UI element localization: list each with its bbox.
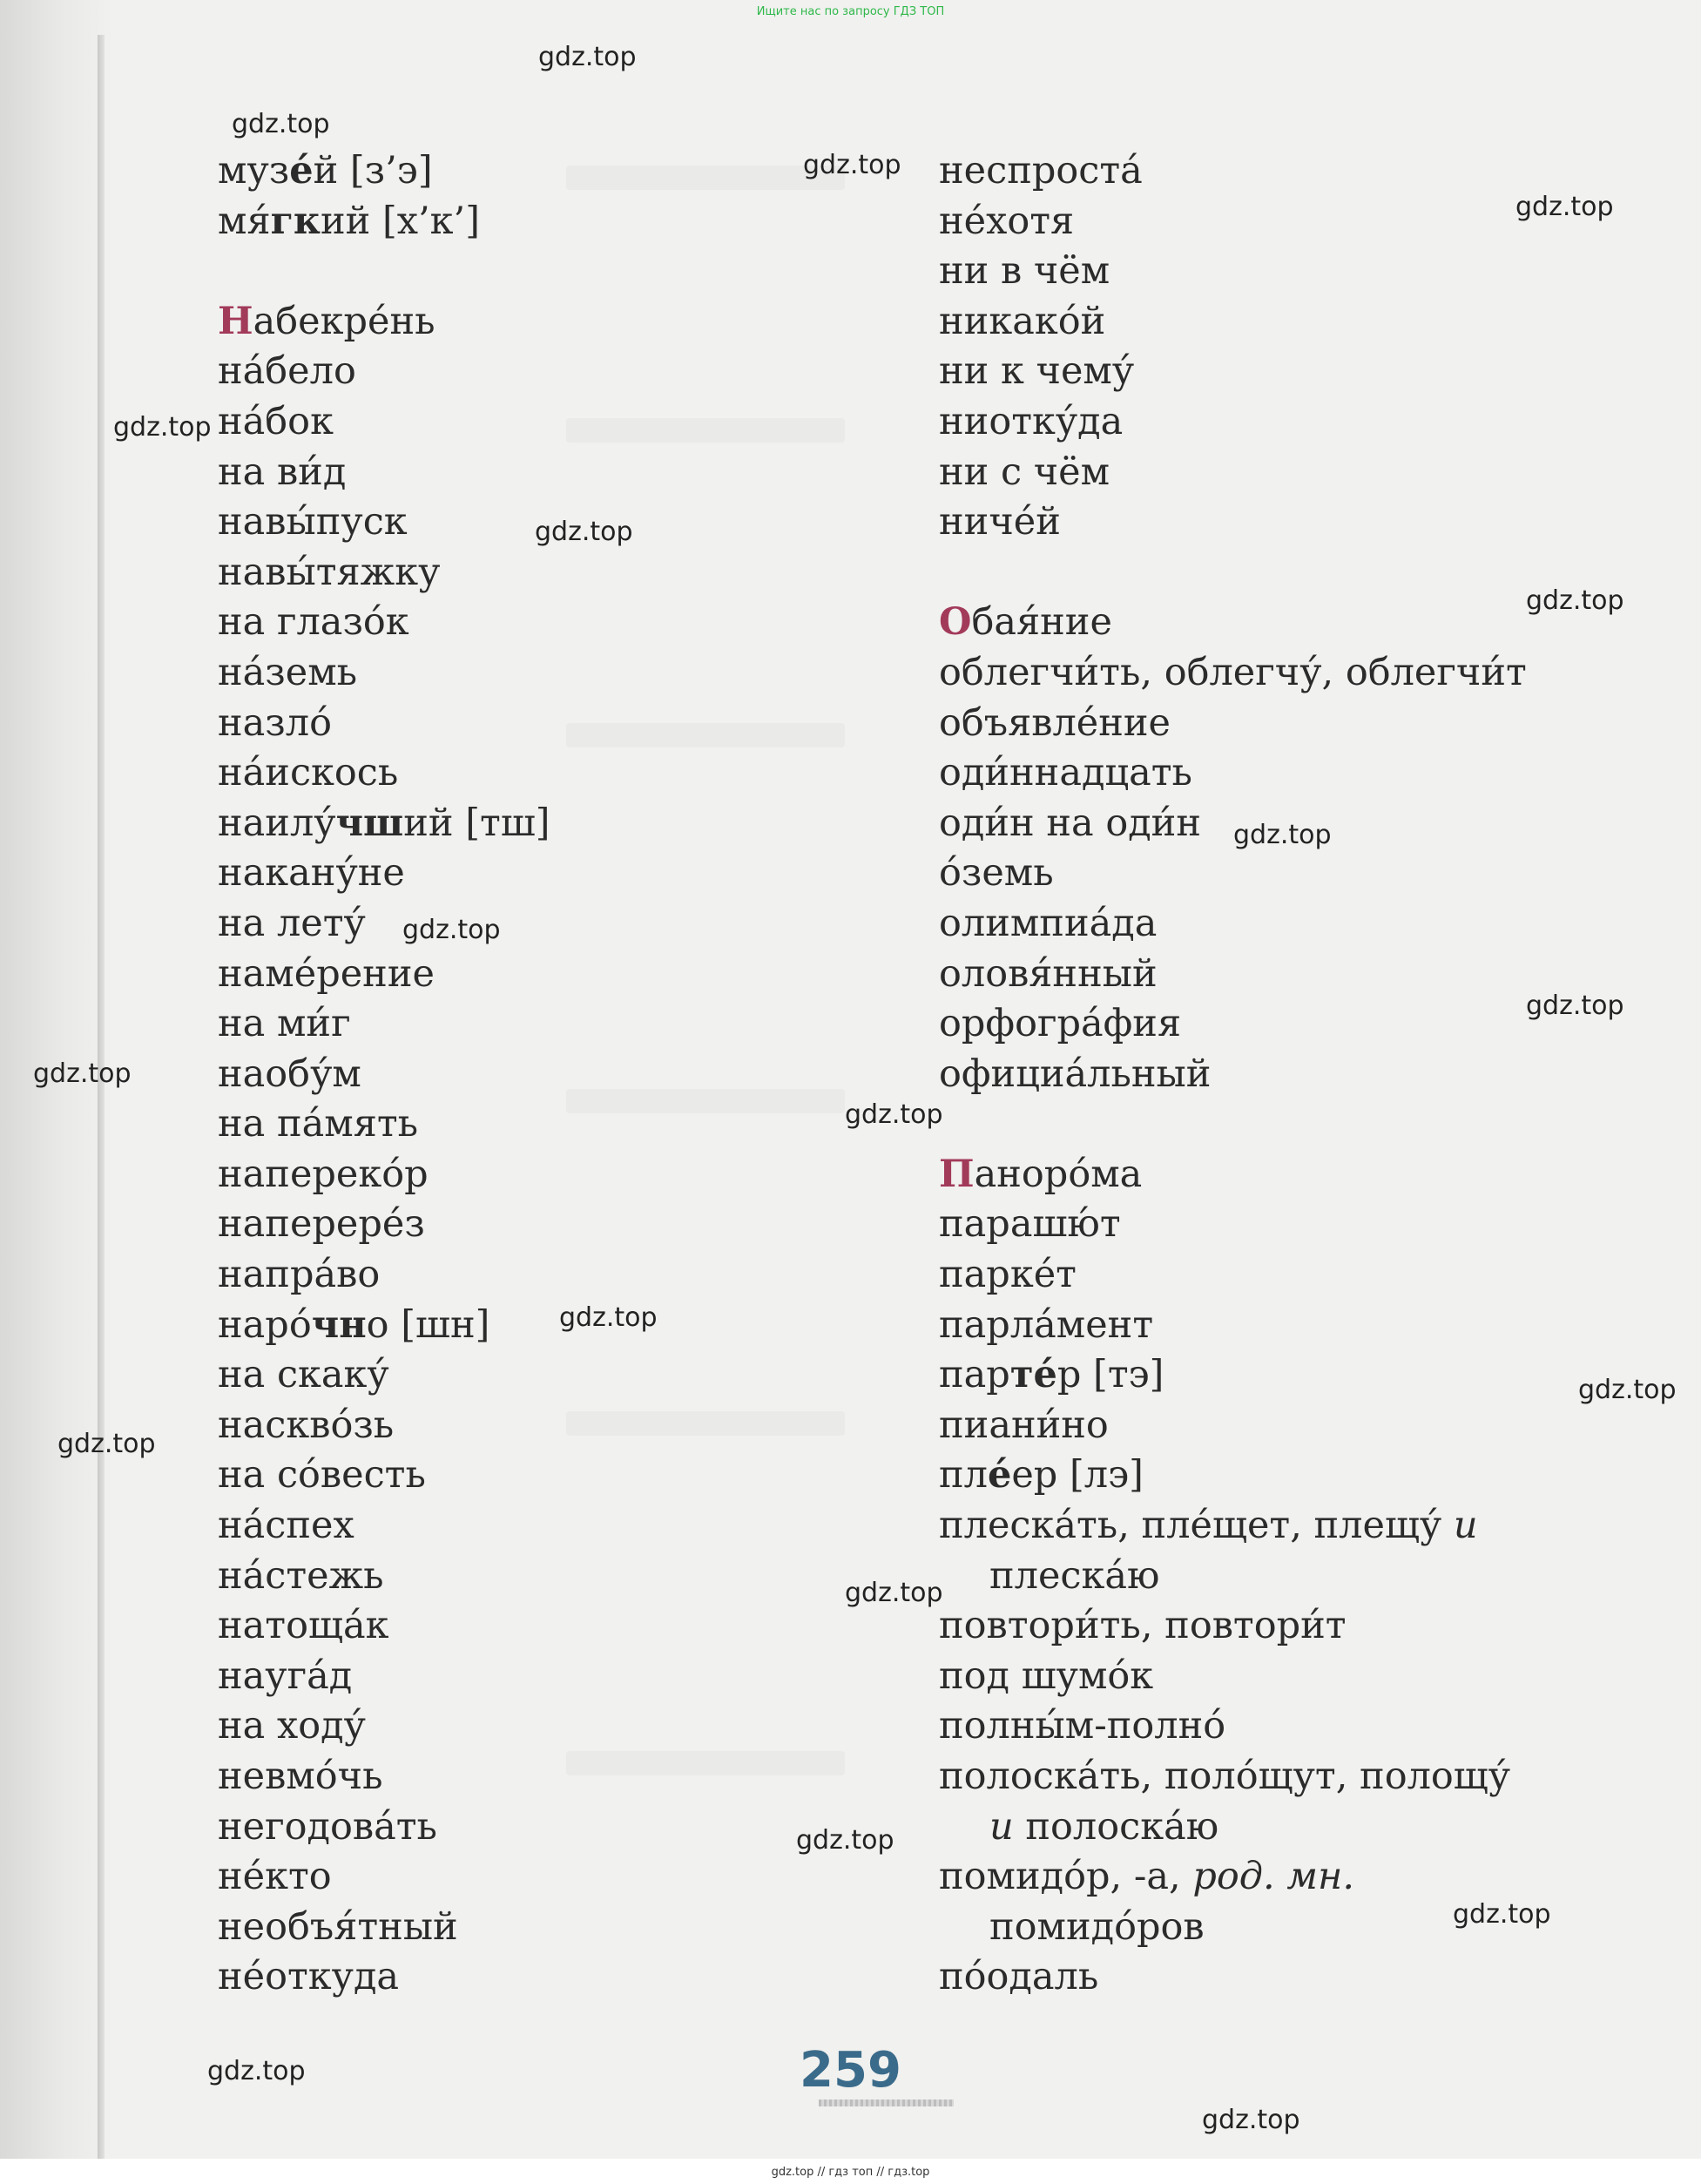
dictionary-entry xyxy=(218,1852,550,1903)
entry-text: на па́мять xyxy=(218,1102,419,1146)
entry-text: науга́д xyxy=(218,1653,353,1698)
entry-text: пл xyxy=(939,1453,988,1498)
entry-text: олимпиа́да xyxy=(939,901,1158,945)
entry-text: полны́м-полнó xyxy=(939,1704,1226,1748)
watermark-text: gdz.top xyxy=(113,412,212,443)
entry-text: наме́рение xyxy=(218,951,435,996)
bleed-through-text xyxy=(566,418,845,443)
entry-text: пóодаль xyxy=(939,1955,1099,1999)
entry-text: пар xyxy=(939,1353,1010,1397)
entry-text: орфогра́фия xyxy=(939,1002,1182,1046)
dictionary-entry xyxy=(939,347,1527,397)
entry-text: навы́тяжку xyxy=(218,550,441,594)
watermark-text: gdz.top xyxy=(1515,192,1614,222)
dictionary-entry xyxy=(218,699,550,749)
dictionary-entry xyxy=(939,999,1527,1050)
dictionary-entry xyxy=(218,1450,550,1501)
dictionary-entry xyxy=(218,799,550,849)
entry-text: те́ xyxy=(1009,1353,1057,1397)
dictionary-entry xyxy=(939,1301,1527,1351)
watermark-text: gdz.top xyxy=(402,915,501,945)
entry-text: на́спех xyxy=(218,1504,354,1548)
dictionary-entry xyxy=(939,598,1527,648)
dictionary-entry xyxy=(939,899,1527,950)
entry-text: назло́ xyxy=(218,700,332,745)
bleed-through-text xyxy=(566,723,845,747)
entry-text: накану́не xyxy=(218,851,405,896)
dictionary-entry xyxy=(939,197,1527,247)
dictionary-entry xyxy=(218,1802,550,1853)
watermark-text: gdz.top xyxy=(796,1825,894,1856)
dictionary-entry xyxy=(939,1601,1527,1652)
dictionary-column-right xyxy=(939,146,1527,2003)
dictionary-entry xyxy=(218,497,550,548)
entry-text: ниче́й xyxy=(939,500,1061,544)
dictionary-entry xyxy=(218,648,550,699)
section-gap xyxy=(218,247,550,297)
dictionary-entry xyxy=(218,397,550,448)
dictionary-entry xyxy=(939,1852,1527,1903)
entry-text: на́бело xyxy=(218,349,356,394)
watermark-text: gdz.top xyxy=(57,1429,156,1459)
entry-text: повтори́ть, повтори́т xyxy=(939,1604,1347,1648)
entry-text: чш xyxy=(335,801,404,845)
dictionary-entry xyxy=(218,1701,550,1752)
entry-text: на́искось xyxy=(218,751,399,795)
entry-text: е́ xyxy=(289,149,314,193)
entry-text: чн xyxy=(311,1302,367,1347)
dictionary-entry xyxy=(939,648,1527,699)
dictionary-entry xyxy=(218,448,550,498)
dictionary-entry xyxy=(218,1301,550,1351)
dictionary-entry xyxy=(218,1050,550,1100)
header-search-note: Ищите нас по запросу ГДЗ ТОП xyxy=(756,5,945,18)
dictionary-entry xyxy=(939,448,1527,498)
dictionary-entry xyxy=(218,548,550,598)
entry-text: гк xyxy=(270,199,321,243)
dictionary-entry xyxy=(939,849,1527,899)
entry-text: под шумóк xyxy=(939,1653,1154,1698)
entry-text: парла́мент xyxy=(939,1302,1154,1347)
entry-text: о [шн] xyxy=(366,1302,490,1347)
entry-text: на́земь xyxy=(218,650,358,694)
dictionary-entry xyxy=(939,950,1527,1000)
page-number-underline xyxy=(819,2099,954,2106)
dictionary-column-left xyxy=(218,146,550,2003)
entry-text: на лету́ xyxy=(218,901,366,945)
dictionary-entry xyxy=(939,1401,1527,1451)
entry-text: ни в чём xyxy=(939,249,1110,294)
watermark-text: gdz.top xyxy=(1202,2105,1300,2135)
dictionary-entry xyxy=(218,1552,550,1602)
dictionary-entry xyxy=(939,1200,1527,1250)
dictionary-entry xyxy=(218,598,550,648)
page-number: 259 xyxy=(800,2042,901,2099)
book-spine-line xyxy=(98,35,105,2160)
dictionary-entry xyxy=(939,1652,1527,1702)
dictionary-entry xyxy=(939,1450,1527,1501)
dictionary-entry xyxy=(939,497,1527,548)
section-gap xyxy=(939,1099,1527,1150)
entry-text: оди́н на оди́н xyxy=(939,801,1201,845)
entry-text: не́кто xyxy=(218,1855,332,1899)
entry-text: невмóчь xyxy=(218,1755,383,1798)
watermark-text: gdz.top xyxy=(845,1099,943,1130)
dictionary-entry xyxy=(939,1552,1527,1602)
entry-text: наперекóр xyxy=(218,1152,429,1196)
entry-text: облегчи́ть, облегчу́, облегчи́т xyxy=(939,650,1527,694)
entry-text: наобу́м xyxy=(218,1051,361,1096)
entry-text: муз xyxy=(218,149,290,193)
dictionary-entry xyxy=(218,1200,550,1250)
entry-text: ни с чём xyxy=(939,450,1110,494)
entry-text: на глазо́к xyxy=(218,600,409,645)
watermark-text: gdz.top xyxy=(1526,991,1624,1021)
entry-text: ий [х’к’] xyxy=(320,199,480,243)
entry-text: ий [тш] xyxy=(403,801,550,845)
section-letter: П xyxy=(939,1152,975,1196)
dictionary-entry xyxy=(218,1903,550,1953)
dictionary-entry xyxy=(218,1350,550,1401)
watermark-text: gdz.top xyxy=(535,517,633,547)
entry-text: наперере́з xyxy=(218,1202,425,1247)
entry-text: парке́т xyxy=(939,1253,1077,1297)
watermark-text: gdz.top xyxy=(803,150,901,180)
entry-text: оловя́нный xyxy=(939,951,1158,996)
bleed-through-text xyxy=(566,1411,845,1436)
entry-text: насквóзь xyxy=(218,1403,395,1447)
entry-text: на ходу́ xyxy=(218,1704,366,1748)
entry-text: полоска́ть, полóщут, полощу́ xyxy=(939,1755,1511,1798)
entry-text: и xyxy=(989,1804,1014,1849)
dictionary-entry xyxy=(218,1601,550,1652)
dictionary-entry xyxy=(939,699,1527,749)
entry-text: помидóр, -а, xyxy=(939,1855,1193,1899)
watermark-text: gdz.top xyxy=(33,1058,132,1089)
dictionary-entry xyxy=(218,1250,550,1301)
dictionary-entry xyxy=(939,1952,1527,2003)
dictionary-entry xyxy=(939,1501,1527,1552)
dictionary-entry xyxy=(939,247,1527,297)
entry-text: наилу́ xyxy=(218,801,336,845)
entry-text: аноро́ма xyxy=(974,1152,1143,1196)
entry-text: на́стежь xyxy=(218,1553,384,1598)
footer-note: gdz.top // гдз топ // гдз.top xyxy=(771,2166,930,2179)
dictionary-entry xyxy=(218,1501,550,1552)
section-letter: Н xyxy=(218,299,253,343)
entry-text: не́откуда xyxy=(218,1955,400,1999)
entry-text: на сóвесть xyxy=(218,1453,426,1498)
dictionary-entry xyxy=(939,146,1527,197)
entry-text: е́ xyxy=(987,1453,1012,1498)
dictionary-entry xyxy=(218,999,550,1050)
entry-text: ниотку́да xyxy=(939,399,1124,443)
entry-text: на скаку́ xyxy=(218,1353,389,1397)
dictionary-entry xyxy=(939,1350,1527,1401)
entry-text: на́бок xyxy=(218,399,334,443)
entry-text: ни к чему́ xyxy=(939,349,1135,394)
entry-text: объявле́ние xyxy=(939,700,1171,745)
dictionary-entry xyxy=(218,297,550,348)
watermark-text: gdz.top xyxy=(232,109,330,139)
dictionary-entry xyxy=(218,197,550,247)
entry-text: неспроста́ xyxy=(939,149,1143,193)
entry-text: не́хотя xyxy=(939,199,1075,243)
dictionary-entry xyxy=(218,950,550,1000)
dictionary-entry xyxy=(218,146,550,197)
entry-text: плеска́ть, пле́щет, плещу́ xyxy=(939,1504,1454,1548)
entry-text: р [тэ] xyxy=(1056,1353,1164,1397)
dictionary-entry xyxy=(939,1050,1527,1100)
entry-text: абекре́нь xyxy=(253,299,435,343)
entry-text: помидóров xyxy=(989,1904,1205,1949)
watermark-text: gdz.top xyxy=(1453,1899,1551,1930)
watermark-text: gdz.top xyxy=(1233,820,1332,850)
dictionary-entry xyxy=(939,1250,1527,1301)
bleed-through-text xyxy=(566,1089,845,1113)
watermark-text: gdz.top xyxy=(207,2056,306,2086)
entry-text: полоска́ю xyxy=(1013,1804,1219,1849)
entry-text: ер [лэ] xyxy=(1011,1453,1144,1498)
dictionary-entry xyxy=(218,1099,550,1150)
entry-text: оди́ннадцать xyxy=(939,751,1192,795)
entry-text: й [з’э] xyxy=(313,149,433,193)
dictionary-entry xyxy=(218,347,550,397)
watermark-text: gdz.top xyxy=(538,42,637,72)
dictionary-entry xyxy=(218,748,550,799)
dictionary-entry xyxy=(218,1401,550,1451)
dictionary-entry xyxy=(218,849,550,899)
dictionary-entry xyxy=(939,1903,1527,1953)
watermark-text: gdz.top xyxy=(845,1578,943,1608)
dictionary-entry xyxy=(939,748,1527,799)
dictionary-entry xyxy=(218,1952,550,2003)
dictionary-entry xyxy=(218,1752,550,1802)
entry-text: и xyxy=(1453,1504,1478,1548)
dictionary-entry xyxy=(939,1150,1527,1200)
entry-text: óземь xyxy=(939,851,1054,896)
entry-text: негодова́ть xyxy=(218,1804,437,1849)
entry-text: необъя́тный xyxy=(218,1904,458,1949)
entry-text: мя́ xyxy=(218,199,271,243)
entry-text: на ми́г xyxy=(218,1002,351,1046)
dictionary-entry xyxy=(939,1802,1527,1853)
entry-text: пиани́но xyxy=(939,1403,1109,1447)
watermark-text: gdz.top xyxy=(559,1302,658,1333)
entry-text: на ви́д xyxy=(218,450,347,494)
entry-text: парашю́т xyxy=(939,1202,1121,1247)
entry-text: род. мн. xyxy=(1192,1855,1355,1899)
bleed-through-text xyxy=(566,1751,845,1775)
section-letter: О xyxy=(939,600,972,645)
dictionary-entry xyxy=(939,297,1527,348)
entry-text: никакóй xyxy=(939,299,1106,343)
entry-text: плеска́ю xyxy=(989,1553,1160,1598)
dictionary-entry xyxy=(218,1652,550,1702)
watermark-text: gdz.top xyxy=(1526,585,1624,616)
entry-text: напра́во xyxy=(218,1253,381,1297)
dictionary-entry xyxy=(939,1701,1527,1752)
dictionary-entry xyxy=(218,1150,550,1200)
entry-text: бая́ние xyxy=(971,600,1112,645)
dictionary-entry xyxy=(939,397,1527,448)
entry-text: навы́пуск xyxy=(218,500,408,544)
entry-text: натоща́к xyxy=(218,1604,389,1648)
entry-text: официа́льный xyxy=(939,1051,1212,1096)
section-gap xyxy=(939,548,1527,598)
watermark-text: gdz.top xyxy=(1578,1375,1677,1405)
dictionary-entry xyxy=(939,1752,1527,1802)
entry-text: наро́ xyxy=(218,1302,312,1347)
